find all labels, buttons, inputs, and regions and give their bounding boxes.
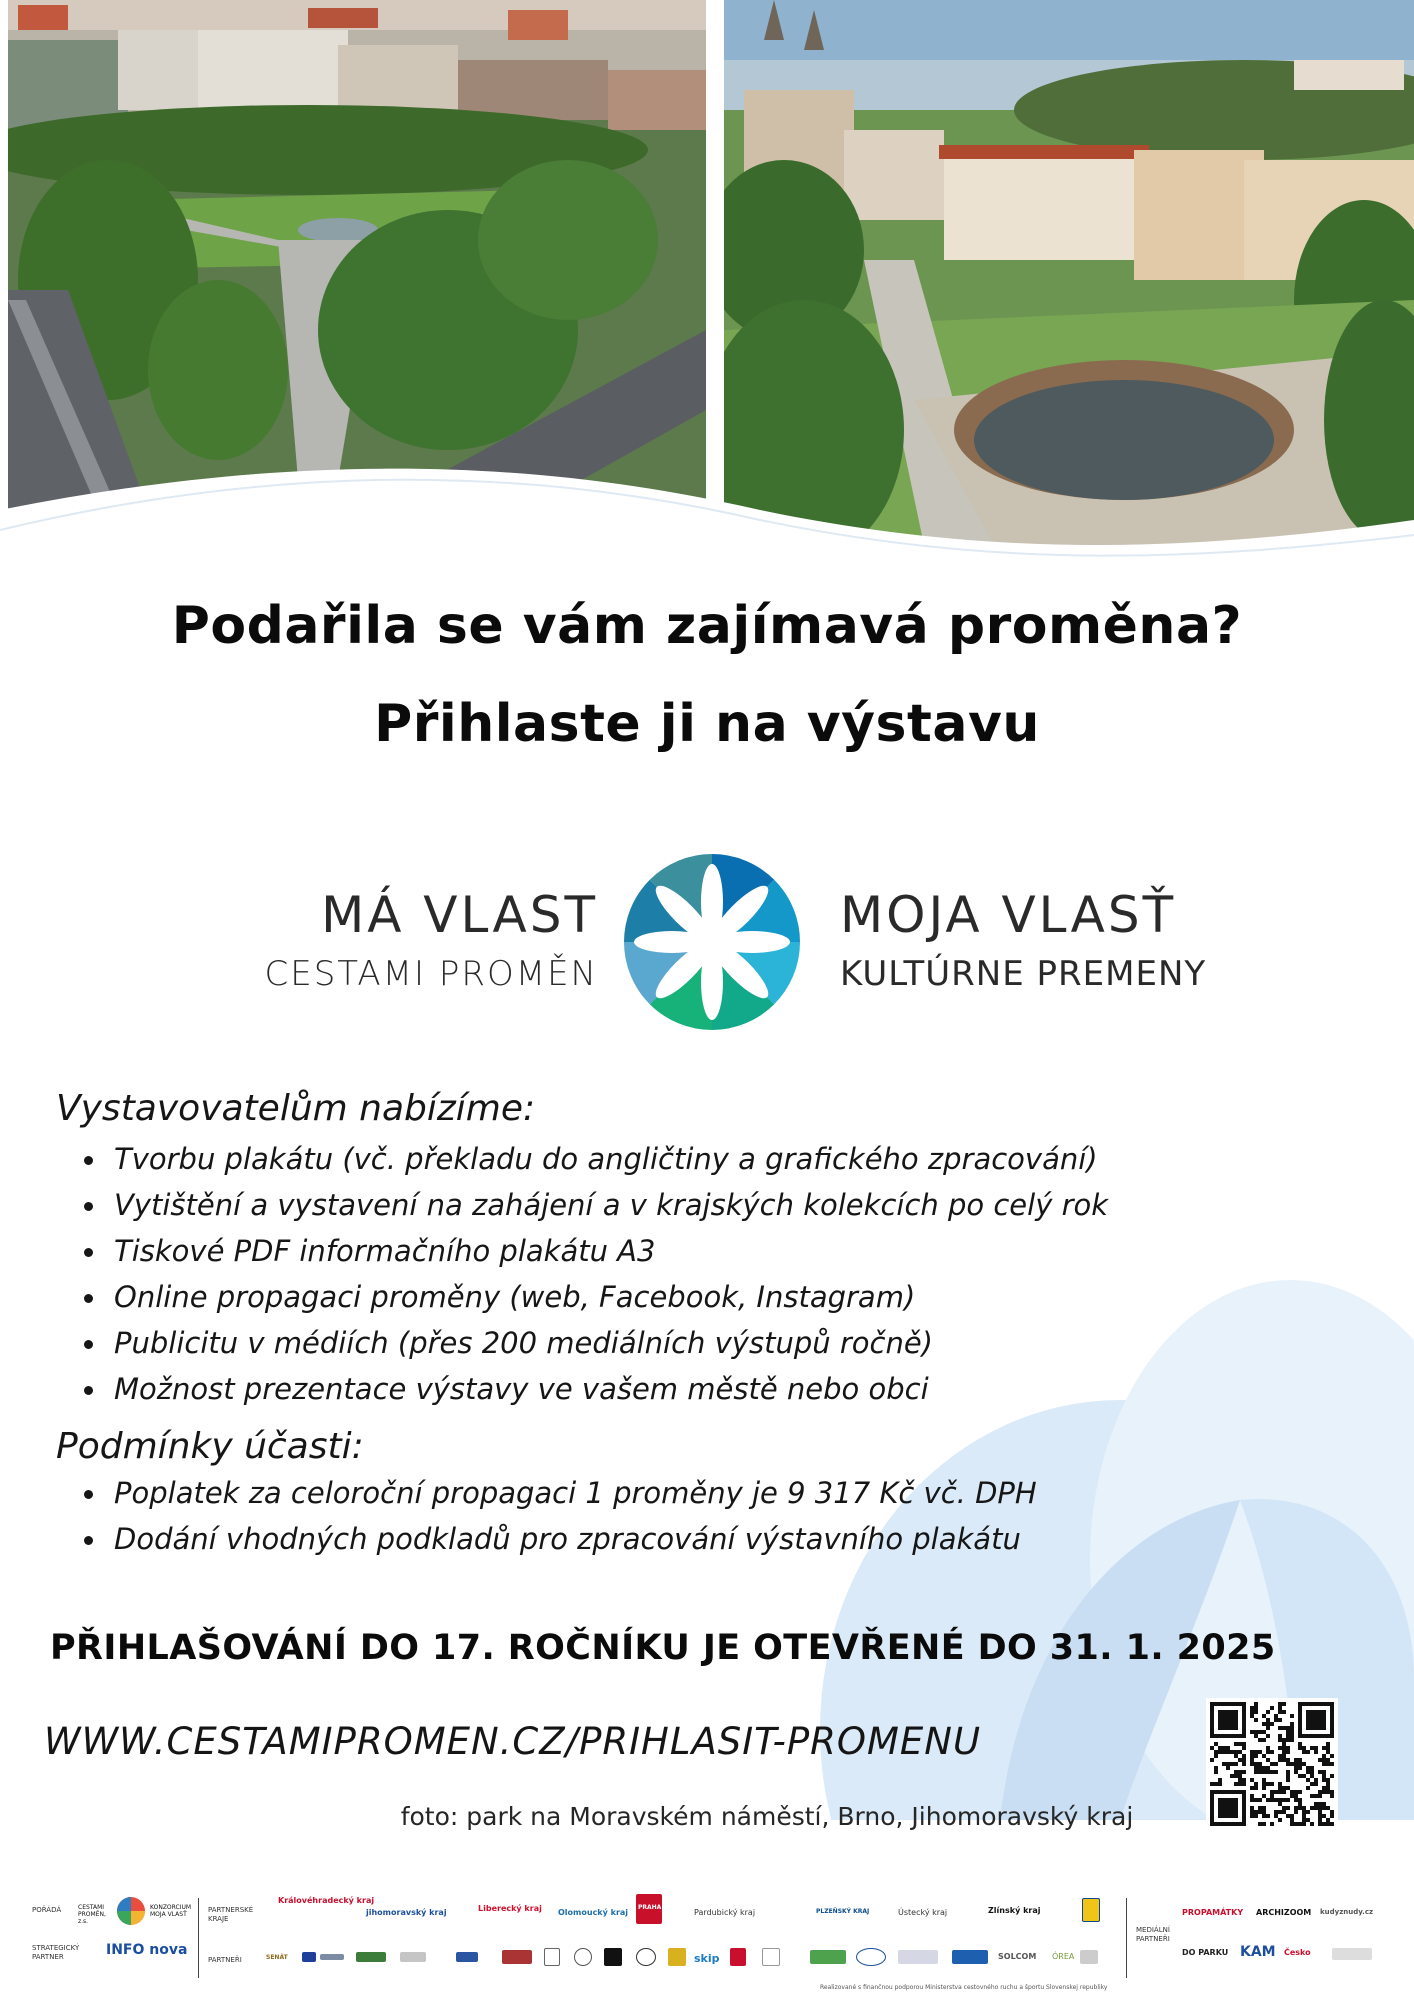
offer-title: Vystavovatelům nabízíme: — [56, 1088, 536, 1129]
solcom-logo: SOLCOM — [998, 1952, 1037, 1961]
org-logo-2: KONZORCIUM MOJA VLASŤ — [150, 1904, 192, 1918]
kraj-logo-2: jihomoravský kraj — [366, 1908, 447, 1917]
partner-logo — [574, 1948, 592, 1966]
senat-logo: SENÁT — [266, 1954, 288, 1961]
list-item: Poplatek za celoroční propagaci 1 proměny je 9 317 Kč vč. DPH — [80, 1470, 1037, 1516]
kraj-logo-4: Olomoucký kraj — [558, 1908, 629, 1917]
partners-bar — [0, 1884, 1414, 2000]
cesko-logo: Česko — [1284, 1948, 1311, 1957]
partner-logo — [668, 1948, 686, 1966]
kraj-logo-5: PRAHA — [638, 1904, 662, 1911]
strategic-partner-label: STRATEGICKÝ PARTNER — [32, 1944, 80, 1961]
kraj-logo-3: Liberecký kraj — [478, 1904, 542, 1913]
kam-logo: KAM — [1240, 1944, 1276, 1960]
regional-label: PARTNERSKÉ KRAJE — [208, 1906, 254, 1923]
partner-logo — [320, 1954, 344, 1960]
skip-logo: skip — [694, 1952, 720, 1965]
info-nova-logo: INFO nova — [106, 1942, 188, 1958]
registration-deadline: PŘIHLAŠOVÁNÍ DO 17. ROČNÍKU JE OTEVŘENÉ DO 31. 1. 2025 — [50, 1628, 1276, 1668]
logo-right-main: MOJA VLASŤ — [840, 886, 1177, 944]
logo-right-sub: KULTÚRNE PREMENY — [840, 954, 1207, 994]
doparku-logo: DO PARKU — [1182, 1948, 1229, 1957]
kraj-logo-6: Pardubický kraj — [694, 1908, 756, 1917]
kudyznudy-logo: kudyznudy.cz — [1320, 1908, 1374, 1916]
list-item: Vytištění a vystavení na zahájení a v krajských kolekcích po celý rok — [80, 1182, 1108, 1228]
org-flower-icon — [116, 1896, 146, 1926]
headline-line-2: Přihlaste ji na výstavu — [374, 694, 1040, 754]
separator — [1126, 1898, 1127, 1978]
conditions-title: Podmínky účasti: — [56, 1426, 364, 1467]
partners-label: PARTNEŘI — [208, 1956, 242, 1964]
list-item: Publicitu v médiích (přes 200 mediálních výstupů ročně) — [80, 1320, 1108, 1366]
kraj-logo-8: Ústecký kraj — [898, 1908, 948, 1917]
logo-left-sub: CESTAMI PROMĚN — [264, 954, 598, 994]
kraj-logo-9: Zlínský kraj — [988, 1906, 1041, 1915]
partner-logo — [604, 1948, 622, 1966]
archizoom-logo: ARCHIZOOM — [1256, 1908, 1312, 1917]
list-item: Tvorbu plakátu (vč. překladu do angličtiny a grafického zpracování) — [80, 1136, 1108, 1182]
list-item: Online propagaci proměny (web, Facebook, Instagram) — [80, 1274, 1108, 1320]
separator — [198, 1898, 199, 1978]
partner-logo — [1332, 1948, 1372, 1960]
headline-line-1: Podařila se vám zajímavá proměna? — [171, 596, 1243, 656]
orea-logo: ÓREA — [1052, 1952, 1075, 1961]
flower-emblem-icon — [622, 852, 802, 1032]
partners-note: Realizované s finančnou podporou Ministerstva cestovného ruchu a športu Slovenskej republiky — [820, 1984, 1108, 1991]
media-label: MEDIÁLNÍ PARTNEŘI — [1136, 1926, 1170, 1943]
partner-logo — [762, 1948, 780, 1966]
partner-logo — [456, 1952, 478, 1962]
eu-flag-icon — [302, 1952, 316, 1962]
partner-logo — [730, 1948, 746, 1966]
logo-left-main: MÁ VLAST — [321, 886, 598, 944]
partner-logo — [356, 1952, 386, 1962]
list-item: Dodání vhodných podkladů pro zpracování výstavního plakátu — [80, 1516, 1037, 1562]
kraj-logo-1: Královéhradecký kraj — [278, 1896, 375, 1905]
partner-logo — [544, 1948, 560, 1966]
propamatky-logo: PROPAMÁTKY — [1182, 1908, 1244, 1917]
organizer-label: POŘÁDÁ — [32, 1906, 62, 1914]
list-item: Tiskové PDF informačního plakátu A3 — [80, 1228, 1108, 1274]
partner-logo — [898, 1950, 938, 1964]
partner-logo — [502, 1950, 532, 1964]
partner-logo — [952, 1950, 988, 1964]
offer-list — [80, 1136, 1108, 1412]
kraj-crest-icon — [1082, 1898, 1100, 1922]
partner-logo — [636, 1948, 656, 1966]
qr-code-icon[interactable] — [1206, 1698, 1338, 1830]
partner-logo — [856, 1948, 886, 1966]
partner-logo — [810, 1950, 846, 1964]
photo-credit: foto: park na Moravském náměstí, Brno, Jihomoravský kraj — [400, 1802, 1134, 1831]
conditions-list — [80, 1470, 1037, 1562]
partner-logo — [1080, 1950, 1098, 1964]
kraj-logo-7: PLZEŇSKÝ KRAJ — [816, 1908, 870, 1915]
list-item: Možnost prezentace výstavy ve vašem městě nebo obci — [80, 1366, 1108, 1412]
partner-logo — [400, 1952, 426, 1962]
wave-divider — [0, 420, 1414, 600]
registration-link[interactable]: WWW.CESTAMIPROMEN.CZ/PRIHLASIT-PROMENU — [44, 1720, 982, 1763]
org-logo-1: CESTAMI PROMĚN, z.s. — [78, 1904, 106, 1925]
